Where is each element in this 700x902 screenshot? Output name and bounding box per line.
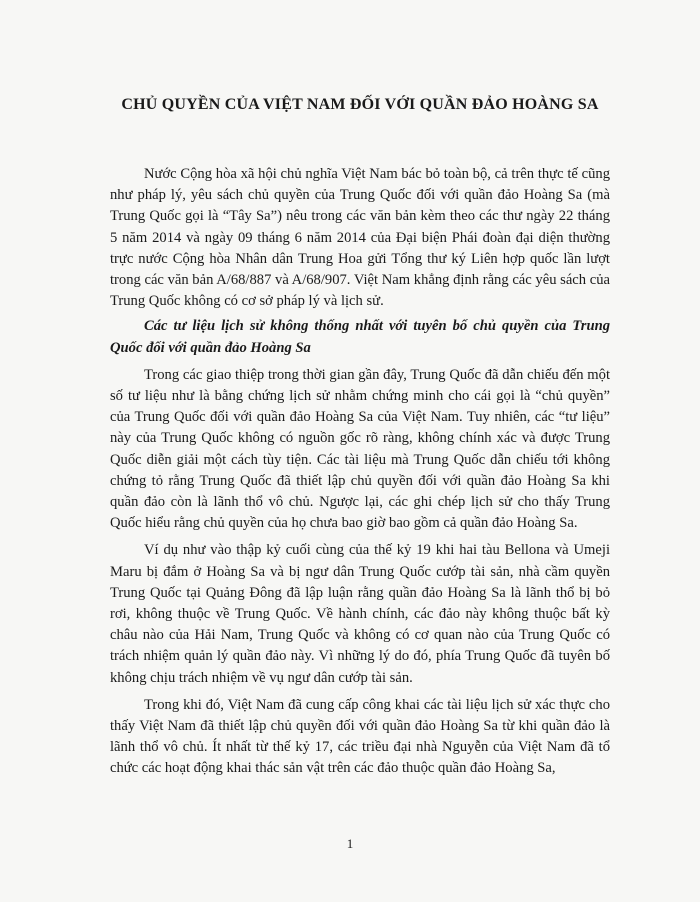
section-paragraph-2: Ví dụ như vào thập kỷ cuối cùng của thế kỷ 19 khi hai tàu Bellona và Umeji Maru bị đắm ở Hoàng Sa và bị ngư dân Trung Quốc cướp tài sản, nhà cầm quyền Trung Quốc tại Quảng Đông đã lập luận rằng quần đảo Hoàng Sa là lãnh thổ bị bỏ rơi, không thuộc về Trung Quốc. Về hành chính, các đảo này không thuộc bất kỳ châu nào của Hải Nam, Trung Quốc và không có cơ quan nào của Trung Quốc có trách nhiệm quản lý quần đảo này. Vì những lý do đó, phía Trung Quốc đã tuyên bố không chịu trách nhiệm về vụ ngư dân cướp tài sản. bbox=[110, 542, 610, 686]
section-paragraph-3: Trong khi đó, Việt Nam đã cung cấp công khai các tài liệu lịch sử xác thực cho thấy Việt Nam đã thiết lập chủ quyền đối với quần đảo Hoàng Sa từ khi quần đảo là lãnh thổ vô chủ. Ít nhất từ thế kỷ 17, các triều đại nhà Nguyễn của Việt Nam đã tổ chức các hoạt động khai thác sản vật trên các đảo thuộc quần đảo Hoàng Sa, bbox=[110, 696, 610, 777]
section-paragraph-1: Trong các giao thiệp trong thời gian gần đây, Trung Quốc đã dẫn chiếu đến một số tư liệu như là bằng chứng lịch sử nhằm chứng minh cho cái gọi là “chủ quyền” của Trung Quốc đối với quần đảo Hoàng Sa của Việt Nam. Tuy nhiên, các “tư liệu” này của Trung Quốc không có nguồn gốc rõ ràng, không chính xác và được Trung Quốc diễn giải một cách tùy tiện. Các tài liệu mà Trung Quốc dẫn chiếu tới không chứng tỏ rằng Trung Quốc đã thiết lập chủ quyền đối với quần đảo Hoàng Sa khi quần đảo còn là lãnh thổ vô chủ. Ngược lại, các ghi chép lịch sử cho thấy Trung Quốc hiểu rằng chủ quyền của họ chưa bao giờ bao gồm cả quần đảo Hoàng Sa. bbox=[110, 366, 610, 532]
document-title: CHỦ QUYỀN CỦA VIỆT NAM ĐỐI VỚI QUẦN ĐẢO HOÀNG SA bbox=[121, 96, 599, 113]
intro-paragraph: Nước Cộng hòa xã hội chủ nghĩa Việt Nam bác bỏ toàn bộ, cả trên thực tế cũng như pháp lý, yêu sách chủ quyền của Trung Quốc đối với quần đảo Hoàng Sa (mà Trung Quốc gọi là “Tây Sa”) nêu trong các văn bản kèm theo các thư ngày 22 tháng 5 năm 2014 và ngày 09 tháng 6 năm 2014 của Đại biện Phái đoàn đại diện thường trực nước Cộng hòa Nhân dân Trung Hoa gửi Tổng thư ký Liên hợp quốc lần lượt trong các văn bản A/68/887 và A/68/907. Việt Nam khẳng định rằng các yêu sách của Trung Quốc không có cơ sở pháp lý và lịch sử. bbox=[110, 166, 610, 310]
document-body bbox=[110, 164, 610, 780]
section-subheading: Các tư liệu lịch sử không thống nhất với tuyên bố chủ quyền của Trung Quốc đối với quần đảo Hoàng Sa bbox=[110, 318, 610, 356]
page-number: 1 bbox=[346, 836, 354, 851]
